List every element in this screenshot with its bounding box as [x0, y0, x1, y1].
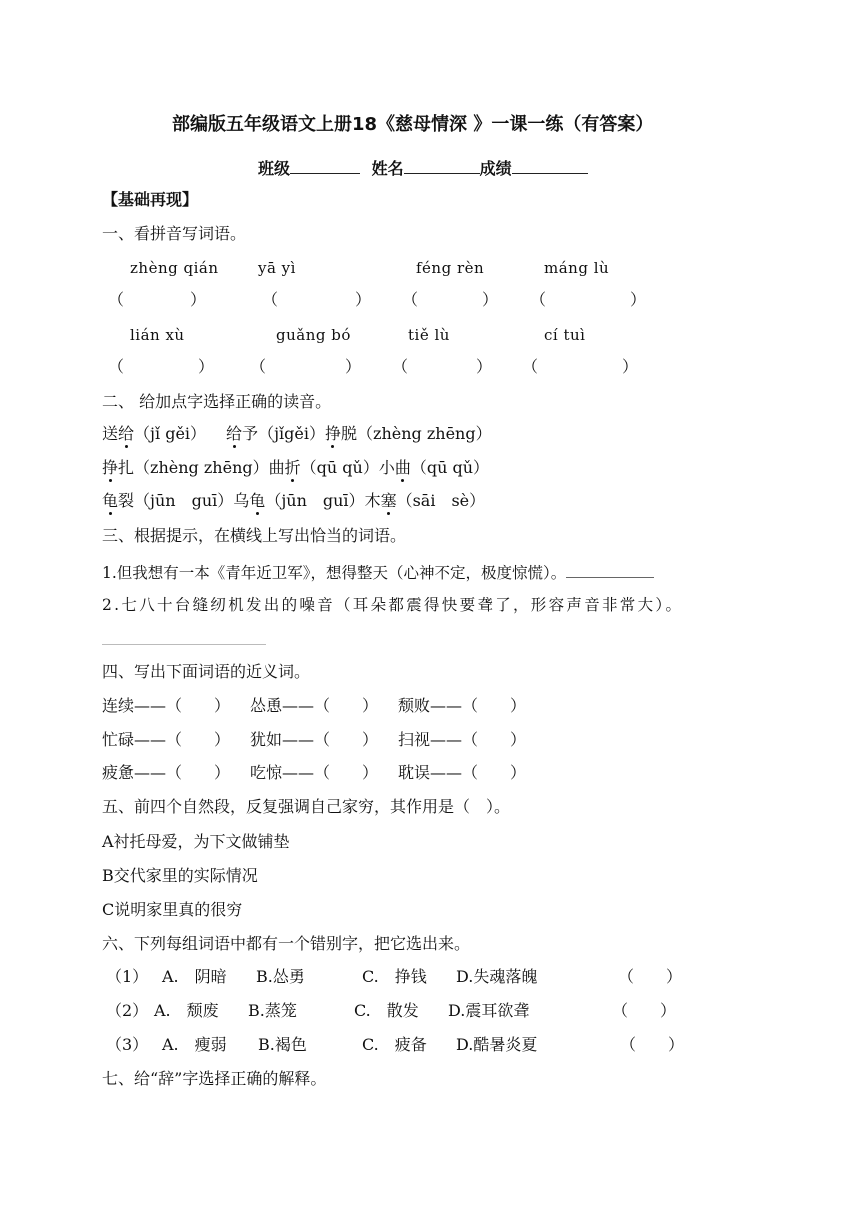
answer-paren-open: （ — [530, 290, 547, 309]
dotted-char: 龟 — [249, 491, 266, 510]
pinyin: guǎng bó — [276, 326, 351, 344]
q1-heading: 一、看拼音写词语。 — [102, 224, 247, 243]
q6-option-b: B.蒸笼 — [248, 1001, 297, 1020]
q6-answer: （ ） — [620, 1035, 685, 1054]
answer-paren-open: （ — [262, 290, 279, 309]
q3-item-2: 2.七八十台缝纫机发出的噪音（耳朵都震得快要聋了，形容声音非常大）。 — [102, 596, 684, 614]
section-header: 【基础再现】 — [102, 190, 199, 209]
q6-heading: 六、下列每组词语中都有一个错别字，把它选出来。 — [102, 934, 471, 953]
dotted-char: 塞 — [380, 491, 397, 510]
q5-option: B交代家里的实际情况 — [102, 866, 258, 885]
q6-num: （1） — [106, 967, 149, 986]
q6-option-d: D.酷暑炎夏 — [456, 1035, 538, 1054]
dotted-char: 给 — [118, 424, 135, 443]
q5-option: C说明家里真的很穷 — [102, 900, 243, 919]
synonym-item: 扫视——（ ） — [398, 730, 527, 749]
pinyin: lián xù — [130, 326, 185, 344]
synonym-item: 忙碌——（ ） — [102, 730, 231, 749]
pinyin: cí tuì — [544, 326, 586, 344]
pinyin: yā yì — [258, 259, 296, 277]
score-label: 成绩 — [479, 159, 512, 178]
dotted-char: 挣 — [324, 424, 341, 443]
answer-paren-close: ） — [198, 357, 215, 376]
score-blank[interactable] — [512, 157, 588, 174]
answer-paren-open: （ — [402, 290, 419, 309]
answer-paren-close: ） — [476, 357, 493, 376]
q6-option-a: A. 颓废 — [154, 1001, 219, 1020]
pinyin: máng lù — [544, 259, 610, 277]
q6-option-a: A. 阴暗 — [162, 967, 227, 986]
class-label: 班级 — [258, 159, 291, 178]
dotted-char: 龟 — [102, 491, 119, 510]
q3-heading: 三、根据提示，在横线上写出恰当的词语。 — [102, 526, 407, 545]
synonym-item: 犹如——（ ） — [250, 730, 379, 749]
answer-paren-close: ） — [482, 290, 499, 309]
answer-blank[interactable] — [566, 561, 654, 578]
student-info-line — [258, 157, 588, 179]
name-blank[interactable] — [404, 157, 480, 174]
q3-item-1: 1.但我想有一本《青年近卫军》，想得整天（心神不定，极度惊慌）。 — [102, 561, 654, 583]
q6-option-c: C. 挣钱 — [362, 967, 427, 986]
q2-heading: 二、 给加点字选择正确的读音。 — [102, 392, 332, 411]
dotted-char: 折 — [284, 458, 301, 477]
q6-num: （3） — [106, 1035, 149, 1054]
answer-paren-open: （ — [108, 290, 125, 309]
q6-option-b: B.怂勇 — [256, 967, 305, 986]
synonym-item: 怂恿——（ ） — [250, 696, 379, 715]
q6-option-c: C. 疲备 — [362, 1035, 427, 1054]
answer-blank-line[interactable] — [102, 644, 266, 645]
name-label: 姓名 — [371, 159, 404, 178]
answer-paren-close: ） — [630, 290, 647, 309]
answer-paren-close: ） — [190, 290, 207, 309]
pinyin: féng rèn — [416, 259, 485, 277]
synonym-item: 疲惫——（ ） — [102, 763, 231, 782]
page-title: 部编版五年级语文上册18《慈母情深 》一课一练（有答案） — [172, 114, 654, 135]
synonym-item: 耽误——（ ） — [398, 763, 527, 782]
q7-heading: 七、给“辞”字选择正确的解释。 — [102, 1069, 327, 1088]
dotted-char: 挣 — [102, 458, 119, 477]
q6-option-d: D.失魂落魄 — [456, 967, 538, 986]
answer-paren-close: ） — [622, 357, 639, 376]
q5-option: A衬托母爱，为下文做铺垫 — [102, 832, 290, 851]
q6-option-c: C. 散发 — [354, 1001, 419, 1020]
q6-option-a: A. 瘦弱 — [162, 1035, 227, 1054]
synonym-item: 连续——（ ） — [102, 696, 231, 715]
q2-line-3: 龟裂（jūn guī）乌龟（jūn guī）木塞（sāi sè） — [102, 491, 486, 510]
dotted-char: 给 — [226, 424, 243, 443]
q6-option-b: B.褐色 — [258, 1035, 307, 1054]
pinyin: zhèng qián — [130, 259, 219, 277]
answer-paren-open: （ — [250, 357, 267, 376]
synonym-item: 颓败——（ ） — [398, 696, 527, 715]
pinyin: tiě lù — [408, 326, 450, 344]
class-blank[interactable] — [290, 157, 360, 174]
answer-paren-close: ） — [355, 290, 372, 309]
q6-answer: （ ） — [612, 1001, 677, 1020]
q4-heading: 四、写出下面词语的近义词。 — [102, 662, 311, 681]
answer-paren-open: （ — [392, 357, 409, 376]
q6-num: （2） — [106, 1001, 149, 1020]
synonym-item: 吃惊——（ ） — [250, 763, 379, 782]
answer-paren-open: （ — [108, 357, 125, 376]
answer-paren-open: （ — [522, 357, 539, 376]
q2-line-2: 挣扎（zhèng zhēng）曲折（qū qǔ）小曲（qū qǔ） — [102, 458, 490, 477]
q2-line-1: 送给（jǐ gěi） 给予（jǐgěi）挣脱（zhèng zhēng） — [102, 424, 492, 443]
answer-paren-close: ） — [345, 357, 362, 376]
dotted-char: 曲 — [394, 458, 411, 477]
q6-option-d: D.震耳欲聋 — [448, 1001, 530, 1020]
q5-heading: 五、前四个自然段，反复强调自己家穷，其作用是（ ）。 — [102, 797, 511, 816]
q6-answer: （ ） — [618, 967, 683, 986]
